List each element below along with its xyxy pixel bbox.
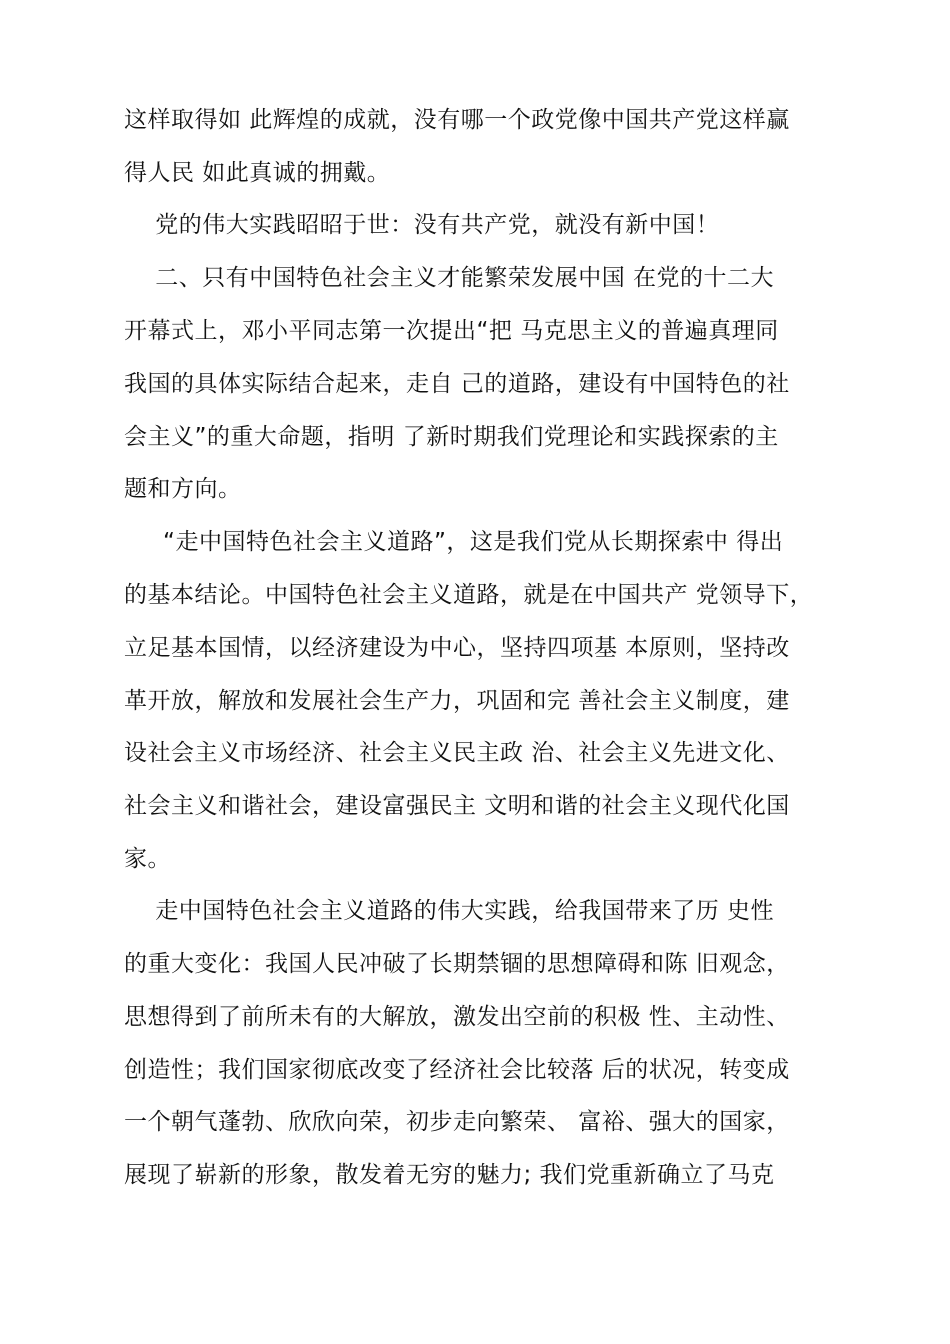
text-line: 我国的具体实际结合起来，走自 己的道路，建设有中国特色的社: [124, 371, 790, 397]
text-line: 思想得到了前所未有的大解放，激发出空前的积极 性、主动性、: [124, 1004, 790, 1030]
text-line: 走中国特色社会主义道路的伟大实践，给我国带来了历 史性: [124, 898, 775, 924]
text-line: 题和方向。: [124, 476, 242, 502]
text-line: 开幕式上，邓小平同志第一次提出“把 马克思主义的普遍真理同: [124, 318, 779, 344]
text-line: 会主义”的重大命题，指明 了新时期我们党理论和实践探索的主: [124, 424, 779, 450]
text-line: 党的伟大实践昭昭于世：没有共产党，就没有新中国！: [124, 212, 720, 238]
text-line: 革开放，解放和发展社会生产力，巩固和完 善社会主义制度，建: [124, 688, 790, 714]
text-line: 这样取得如 此辉煌的成就，没有哪一个政党像中国共产党这样赢: [124, 107, 790, 133]
text-line: 立足基本国情，以经济建设为中心，坚持四项基 本原则，坚持改: [124, 635, 790, 661]
text-line: “走中国特色社会主义道路”，这是我们党从长期探索中 得出: [124, 529, 784, 555]
text-line: 二、只有中国特色社会主义才能繁荣发展中国 在党的十二大: [124, 265, 775, 291]
text-line: 设社会主义市场经济、社会主义民主政 治、社会主义先进文化、: [124, 740, 790, 766]
text-line: 的重大变化：我国人民冲破了长期禁锢的思想障碍和陈 旧观念，: [124, 951, 790, 977]
text-line: 社会主义和谐社会，建设富强民主 文明和谐的社会主义现代化国: [124, 793, 790, 819]
text-line: 的基本结论。中国特色社会主义道路，就是在中国共产 党领导下，: [124, 582, 814, 608]
text-line: 得人民 如此真诚的拥戴。: [124, 160, 391, 186]
text-line: 家。: [124, 846, 171, 872]
text-line: 一个朝气蓬勃、欣欣向荣，初步走向繁荣、 富裕、强大的国家，: [124, 1109, 790, 1135]
text-line: 创造性；我们国家彻底改变了经济社会比较落 后的状况，转变成: [124, 1057, 790, 1083]
text-line: 展现了崭新的形象，散发着无穷的魅力; 我们党重新确立了马克: [124, 1162, 775, 1188]
